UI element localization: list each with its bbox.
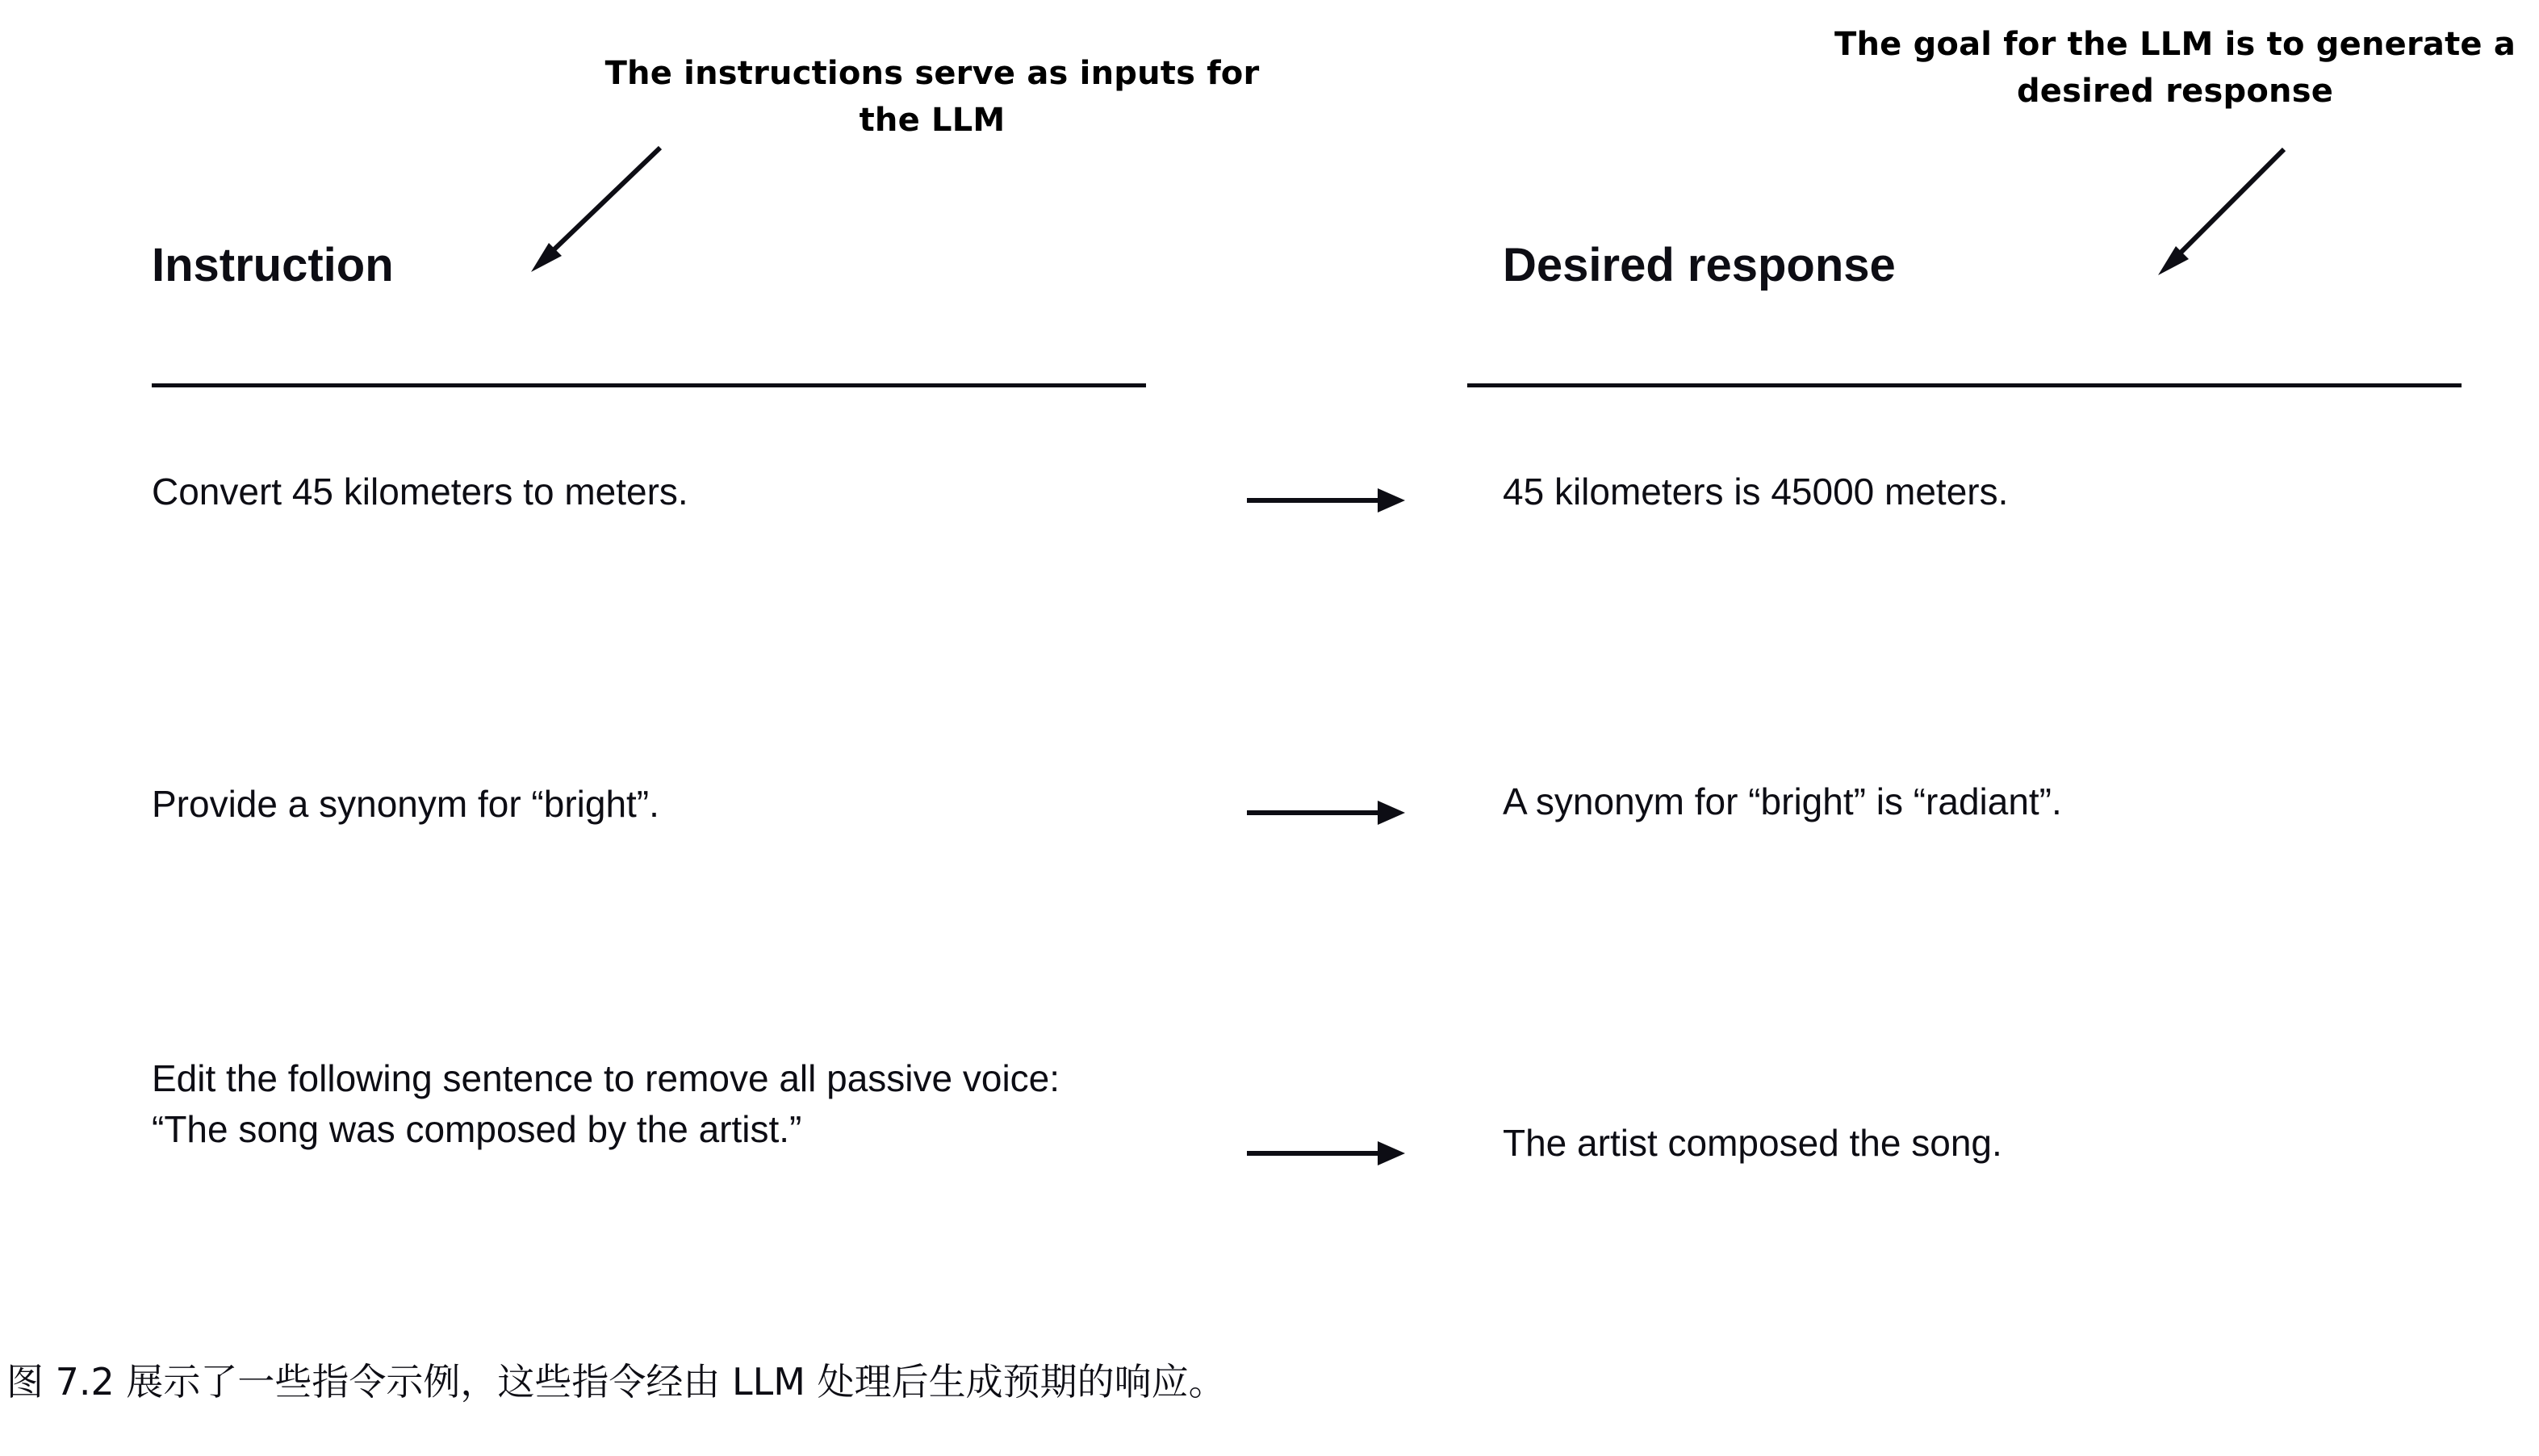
divider-left <box>152 383 1146 387</box>
flow-arrow-icon-1 <box>1247 487 1408 514</box>
flow-arrow-icon-2 <box>1247 799 1408 826</box>
instruction-row-1: Convert 45 kilometers to meters. <box>152 471 688 513</box>
instruction-row-2: Provide a synonym for “bright”. <box>152 783 659 825</box>
annotation-left-arrow-icon <box>517 141 670 282</box>
instruction-row-3: Edit the following sentence to remove all passive voice: “The song was composed by the artist.” <box>152 1057 1060 1150</box>
flow-arrow-icon-3 <box>1247 1140 1408 1167</box>
annotation-instructions-note: The instructions serve as inputs for the LLM <box>604 55 1260 139</box>
response-row-2: A synonym for “bright” is “radiant”. <box>1503 780 2062 822</box>
annotation-goal-note: The goal for the LLM is to generate a desired response <box>1834 26 2516 110</box>
annotation-right-arrow-icon <box>2139 141 2300 295</box>
figure-caption: 图 7.2 展示了一些指令示例，这些指令经由 LLM 处理后生成预期的响应。 <box>6 1360 1226 1404</box>
response-row-1: 45 kilometers is 45000 meters. <box>1503 471 2009 513</box>
response-row-3: The artist composed the song. <box>1503 1122 2002 1164</box>
column-heading-desired-response: Desired response <box>1503 239 1896 291</box>
column-heading-instruction: Instruction <box>152 239 394 291</box>
divider-right <box>1467 383 2462 387</box>
